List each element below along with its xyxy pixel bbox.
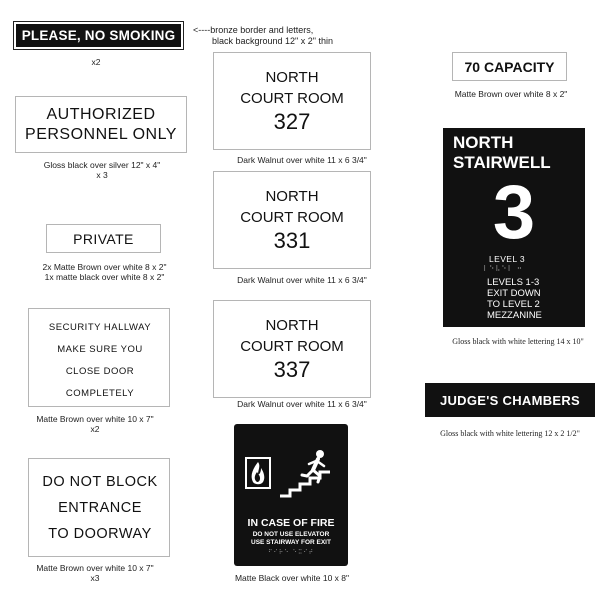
security-caption [20, 414, 170, 434]
security-line1: SECURITY HALLWAY [48, 322, 152, 333]
capacity-caption: Matte Brown over white 8 x 2" [454, 89, 568, 99]
fire-caption: Matte Black over white 10 x 8" [234, 573, 350, 583]
security-sign [28, 308, 170, 407]
court-327-line2: COURT ROOM [240, 90, 344, 107]
do-not-block-line2: ENTRANCE [58, 500, 142, 516]
annotation-line2: black background 12" x 2" thin [212, 36, 333, 46]
court-337-number: 337 [273, 357, 311, 382]
fire-braille: ⠋⠊⠗⠑ ⠑⠭⠊⠞ [267, 549, 315, 556]
court-331-line2: COURT ROOM [240, 209, 344, 226]
stairwell-level: LEVEL 3 [489, 254, 526, 264]
private-text: PRIVATE [73, 230, 134, 247]
do-not-block-line3: TO DOORWAY [48, 526, 152, 542]
judges-chambers-sign [425, 383, 595, 417]
court-327-sign [213, 52, 371, 150]
fire-exit-pictogram [234, 424, 348, 504]
court-337-sign [213, 300, 371, 398]
stairwell-info2: EXIT DOWN [487, 288, 541, 299]
private-caption2: 1x matte black over white 8 x 2" [44, 272, 165, 282]
capacity-sign [452, 52, 567, 81]
fire-sub1: DO NOT USE ELEVATOR [252, 531, 330, 538]
no-smoking-sign [14, 22, 183, 49]
stairwell-line1: NORTH [453, 133, 514, 152]
do-not-block-caption [20, 563, 170, 583]
capacity-text: 70 CAPACITY [464, 58, 555, 75]
stairwell-info4: MEZZANINE [487, 310, 542, 321]
court-327-caption: Dark Walnut over white 11 x 6 3/4" [237, 155, 367, 165]
court-337-line2: COURT ROOM [240, 338, 344, 355]
court-337-line1: NORTH [265, 317, 319, 334]
court-327-number: 327 [273, 109, 311, 134]
do-not-block-caption1: Matte Brown over white 10 x 7" [36, 563, 154, 573]
private-caption [22, 262, 187, 282]
court-331-line1: NORTH [265, 188, 319, 205]
authorized-caption [22, 160, 182, 180]
stairwell-info1: LEVELS 1-3 [487, 277, 540, 288]
stairwell-braille: ⠇⠑⠧⠑⠇ ⠒ [483, 265, 523, 273]
authorized-line2: PERSONNEL ONLY [25, 125, 177, 143]
private-sign [46, 224, 161, 253]
do-not-block-line1: DO NOT BLOCK [42, 474, 158, 490]
authorized-line1: AUTHORIZED [46, 105, 156, 123]
fire-sign [234, 424, 348, 566]
fire-title: IN CASE OF FIRE [247, 517, 335, 529]
court-327-line1: NORTH [265, 69, 319, 86]
authorized-sign [15, 96, 187, 153]
security-line2: MAKE SURE YOU [57, 344, 143, 355]
annotation-line1: <----bronze border and letters, [193, 25, 314, 35]
security-caption2: x2 [90, 424, 100, 434]
security-line3: CLOSE DOOR [65, 366, 135, 377]
stairwell-line2: STAIRWELL [453, 153, 551, 172]
security-line4: COMPLETELY [65, 388, 135, 399]
stairwell-info [487, 277, 542, 321]
fire-icon [246, 458, 270, 488]
no-smoking-qty: x2 [91, 57, 101, 67]
security-caption1: Matte Brown over white 10 x 7" [36, 414, 154, 424]
fire-sub2: USE STAIRWAY FOR EXIT [251, 539, 331, 546]
court-331-number: 331 [273, 228, 311, 253]
stairwell-info3: TO LEVEL 2 [487, 299, 540, 310]
judges-caption: Gloss black with white lettering 12 x 2 1/2" [440, 429, 580, 438]
court-331-sign [213, 171, 371, 269]
stairwell-number: 3 [492, 170, 536, 255]
authorized-caption1: Gloss black over silver 12" x 4" [43, 160, 161, 170]
stairwell-caption: Gloss black with white lettering 14 x 10" [452, 337, 584, 346]
do-not-block-caption2: x3 [90, 573, 100, 583]
judges-chambers-text: JUDGE'S CHAMBERS [439, 392, 581, 408]
private-caption1: 2x Matte Brown over white 8 x 2" [42, 262, 167, 272]
authorized-caption2: x 3 [96, 170, 108, 180]
stairwell-sign [443, 128, 585, 327]
court-331-caption: Dark Walnut over white 11 x 6 3/4" [237, 275, 367, 285]
annotation-note [193, 25, 333, 47]
do-not-block-sign [28, 458, 170, 557]
no-smoking-text: PLEASE, NO SMOKING [21, 28, 176, 43]
court-337-caption: Dark Walnut over white 11 x 6 3/4" [237, 399, 367, 409]
